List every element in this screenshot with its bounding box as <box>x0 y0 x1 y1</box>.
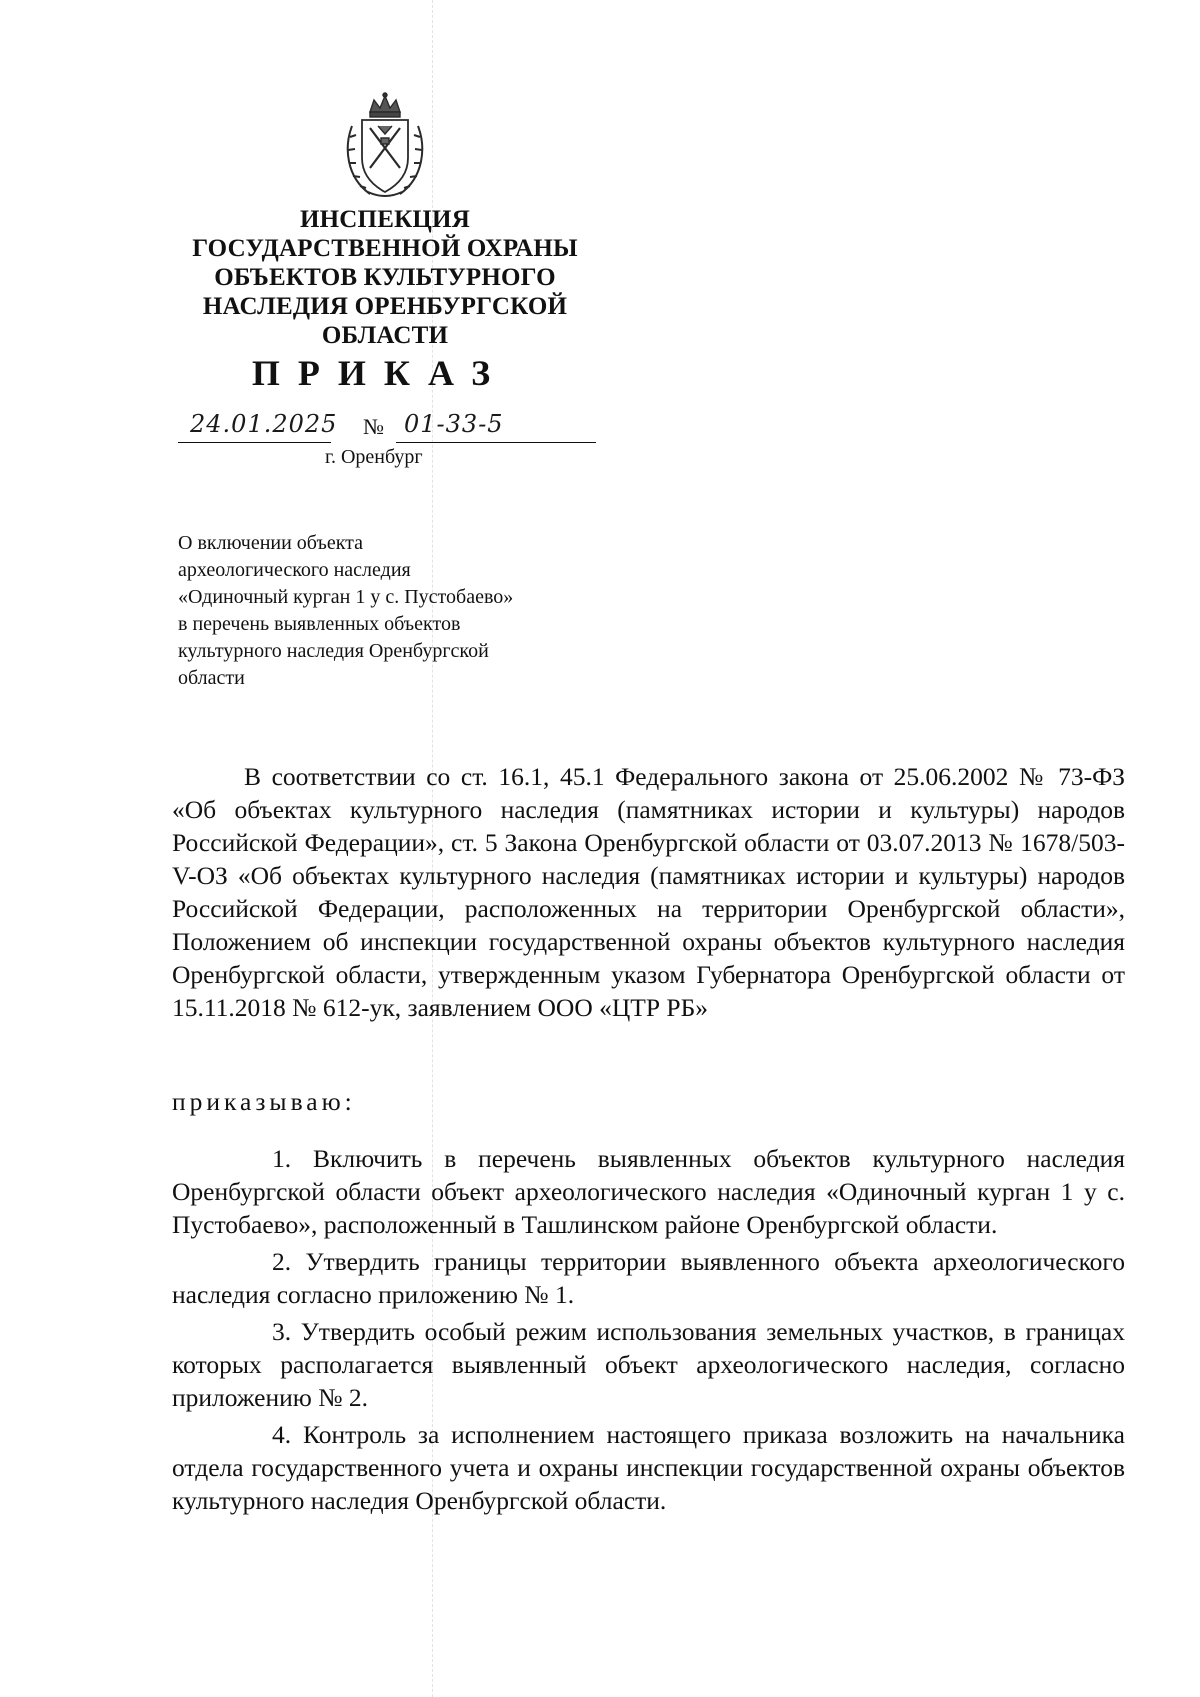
order-verb: приказываю: <box>172 1087 356 1116</box>
preamble-section <box>172 760 1125 1024</box>
document-type-title: ПРИКАЗ <box>251 353 509 393</box>
order-item: 1. Включить в перечень выявленных объектов культурного наследия Оренбургской области объект археологического наследия «Одиночный курган 1 у с. Пустобаево», расположенный в Ташлинском районе Оренбургской области. <box>172 1144 1125 1239</box>
number-sign: № <box>363 414 384 439</box>
order-subject <box>178 530 618 692</box>
agency-line: ОБЛАСТИ <box>321 322 449 349</box>
oblast-coat-of-arms-icon <box>340 92 430 202</box>
preamble-paragraph: В соответствии со ст. 16.1, 45.1 Федерального закона от 25.06.2002 № 73-ФЗ «Об объектах культурного наследия (памятниках истории и культуры) народов Российской Федерации», ст. 5 Закона Оренбургской области от 03.07.2013 № 1678/503-V-ОЗ «Об объектах культурного наследия (памятниках истории и культуры) народов Российской Федерации, расположенных на территории Оренбургской области», Положением об инспекции государственной охраны объектов культурного наследия Оренбургской области, утвержденным указом Губернатора Оренбургской области от 15.11.2018 № 612-ук, заявлением ООО «ЦТР РБ» <box>172 762 1125 1022</box>
agency-line: ГОСУДАРСТВЕННОЙ ОХРАНЫ <box>192 235 578 262</box>
agency-line: ОБЪЕКТОВ КУЛЬТУРНОГО <box>214 264 556 291</box>
handwritten-date: 24.01.2025 <box>190 410 338 438</box>
agency-line: НАСЛЕДИЯ ОРЕНБУРГСКОЙ <box>202 293 568 320</box>
handwritten-number: 01-33-5 <box>404 410 504 438</box>
order-item: 2. Утвердить границы территории выявленного объекта археологического наследия согласно приложению № 1. <box>172 1247 1125 1309</box>
subject-line: области <box>178 667 245 689</box>
order-item: 3. Утвердить особый режим использования земельных участков, в границах которых располагается выявленный объект археологического наследия, согласно приложению № 2. <box>172 1317 1125 1412</box>
subject-line: в перечень выявленных объектов <box>178 613 461 635</box>
order-items <box>172 1142 1125 1521</box>
date-field <box>178 410 338 443</box>
subject-line: культурного наследия Оренбургской <box>178 640 489 662</box>
city-name: г. Оренбург <box>325 446 423 468</box>
subject-line: археологического наследия <box>178 559 411 581</box>
subject-line: «Одиночный курган 1 у с. Пустобаево» <box>178 586 514 608</box>
number-field <box>396 410 596 443</box>
issuing-agency-name <box>165 205 605 350</box>
order-item: 4. Контроль за исполнением настоящего приказа возложить на начальника отдела государственного учета и охраны инспекции государственной охраны объектов культурного наследия Оренбургской области. <box>172 1420 1125 1515</box>
agency-line: ИНСПЕКЦИЯ <box>300 206 470 233</box>
subject-line: О включении объекта <box>178 532 364 554</box>
